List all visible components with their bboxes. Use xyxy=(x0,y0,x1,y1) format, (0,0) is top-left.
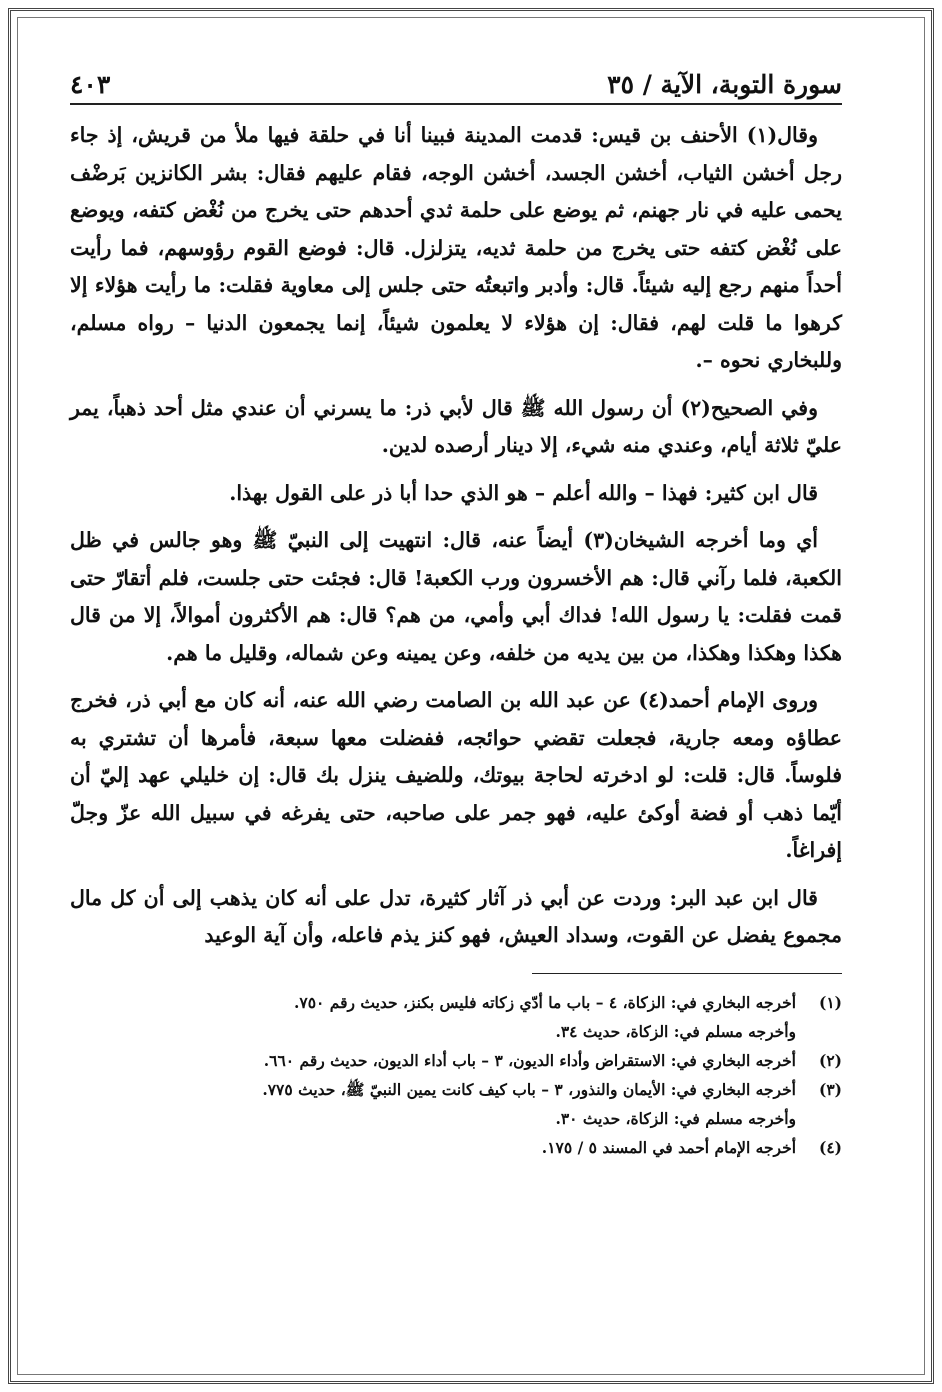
footnote-text: أخرجه البخاري في: الزكاة، ٤ – باب ما أدّي زكاته فليس بكنز، حديث رقم ٧٥٠. xyxy=(293,992,796,1012)
paragraph: قال ابن عبد البر: وردت عن أبي ذر آثار كثيرة، تدل على أنه كان يذهب إلى أن كل مال مجموع يفضل عن القوت، وسداد العيش، فهو كنز يذم فاعله، وأن آية الوعيد xyxy=(70,885,842,947)
footnote xyxy=(70,1104,842,1133)
page-number: ٤٠٣ xyxy=(70,70,111,99)
footnote-text: أخرجه البخاري في: الأيمان والنذور، ٣ – باب كيف كانت يمين النبيّ ﷺ، حديث ٧٧٥. xyxy=(262,1079,796,1099)
footnote xyxy=(70,1046,842,1075)
footnote xyxy=(70,1017,842,1046)
footnote xyxy=(70,988,842,1017)
surah-title: سورة التوبة، الآية / ٣٥ xyxy=(607,70,842,99)
paragraph: قال ابن كثير: فهذا – والله أعلم – هو الذي حدا أبا ذر على القول بهذا. xyxy=(229,480,818,505)
footnote-text: أخرجه البخاري في: الاستقراض وأداء الديون، ٣ – باب أداء الديون، حديث رقم ٦٦٠. xyxy=(263,1050,796,1070)
footnote xyxy=(70,1075,842,1104)
main-text xyxy=(70,117,842,955)
footnote-number: (٣) xyxy=(818,1079,842,1099)
footnotes xyxy=(70,988,842,1162)
footnote-number: (٤) xyxy=(818,1137,842,1157)
paragraph: وفي الصحيح(٢) أن رسول الله ﷺ قال لأبي ذر: ما يسرني أن عندي مثل أحد ذهباً، يمر عليّ ثلاثة أيام، وعندي منه شيء، إلا دينار أرصده لدين. xyxy=(70,395,842,457)
paragraph: أي وما أخرجه الشيخان(٣) أيضاً عنه، قال: انتهيت إلى النبيّ ﷺ وهو جالس في ظل الكعبة، فلما رآني قال: هم الأخسرون ورب الكعبة! قال: فجئت حتى جلست، فلم أتقارّ حتى قمت فقلت: يا رسول الله! فداك أبي وأمي، من هم؟ قال: هم الأكثرون أموالاً، إلا من قال هكذا وهكذا وهكذا، من بين يديه من خلفه، وعن يمينه وعن شماله، وقليل ما هم. xyxy=(70,528,842,665)
paragraph: وقال(١) الأحنف بن قيس: قدمت المدينة فبينا أنا في حلقة فيها ملأ من قريش، إذ جاء رجل أخشن الثياب، أخشن الجسد، أخشن الوجه، فقام عليهم فقال: بشر الكانزين بَرضْف يحمى عليه في نار جهنم، ثم يوضع على حلمة ثدي أحدهم حتى يخرج من نُغْض كتفه، ويوضع على نُغْض كتفه حتى يخرج من حلمة ثديه، يتزلزل. قال: فوضع القوم رؤوسهم، فما رأيت أحداً منهم رجع إليه شيئاً. قال: وأدبر واتبعتُه حتى جلس إلى معاوية فقلت: ما رأيت هؤلاء إلا كرهوا ما قلت لهم، فقال: إن هؤلاء لا يعلمون شيئاً، إنما يجمعون الدنيا – رواه مسلم، وللبخاري نحوه –. xyxy=(70,123,842,372)
footnote-number: (٢) xyxy=(818,1050,842,1070)
footnote-number: (١) xyxy=(818,992,842,1012)
page-header xyxy=(70,60,842,105)
page xyxy=(70,60,842,1352)
footnote-text: وأخرجه مسلم في: الزكاة، حديث ٣٠. xyxy=(555,1108,796,1128)
footnote-text: أخرجه الإمام أحمد في المسند ٥ / ١٧٥. xyxy=(541,1137,796,1157)
footnote xyxy=(70,1133,842,1162)
footnote-separator xyxy=(532,973,842,974)
footnote-text: وأخرجه مسلم في: الزكاة، حديث ٣٤. xyxy=(555,1021,796,1041)
paragraph: وروى الإمام أحمد(٤) عن عبد الله بن الصامت رضي الله عنه، أنه كان مع أبي ذر، فخرج عطاؤه ومعه جارية، فجعلت تقضي حوائجه، ففضلت معها سبعة، فأمرها أن تشتري به فلوساً. قال: قلت: لو ادخرته لحاجة بيوتك، وللضيف ينزل بك قال: إن خليلي عهد إليّ أن أيّما ذهب أو فضة أوكئ عليه، فهو جمر على صاحبه، حتى يفرغه في سبيل الله عزّ وجلّ إفراغاً. xyxy=(70,688,842,862)
